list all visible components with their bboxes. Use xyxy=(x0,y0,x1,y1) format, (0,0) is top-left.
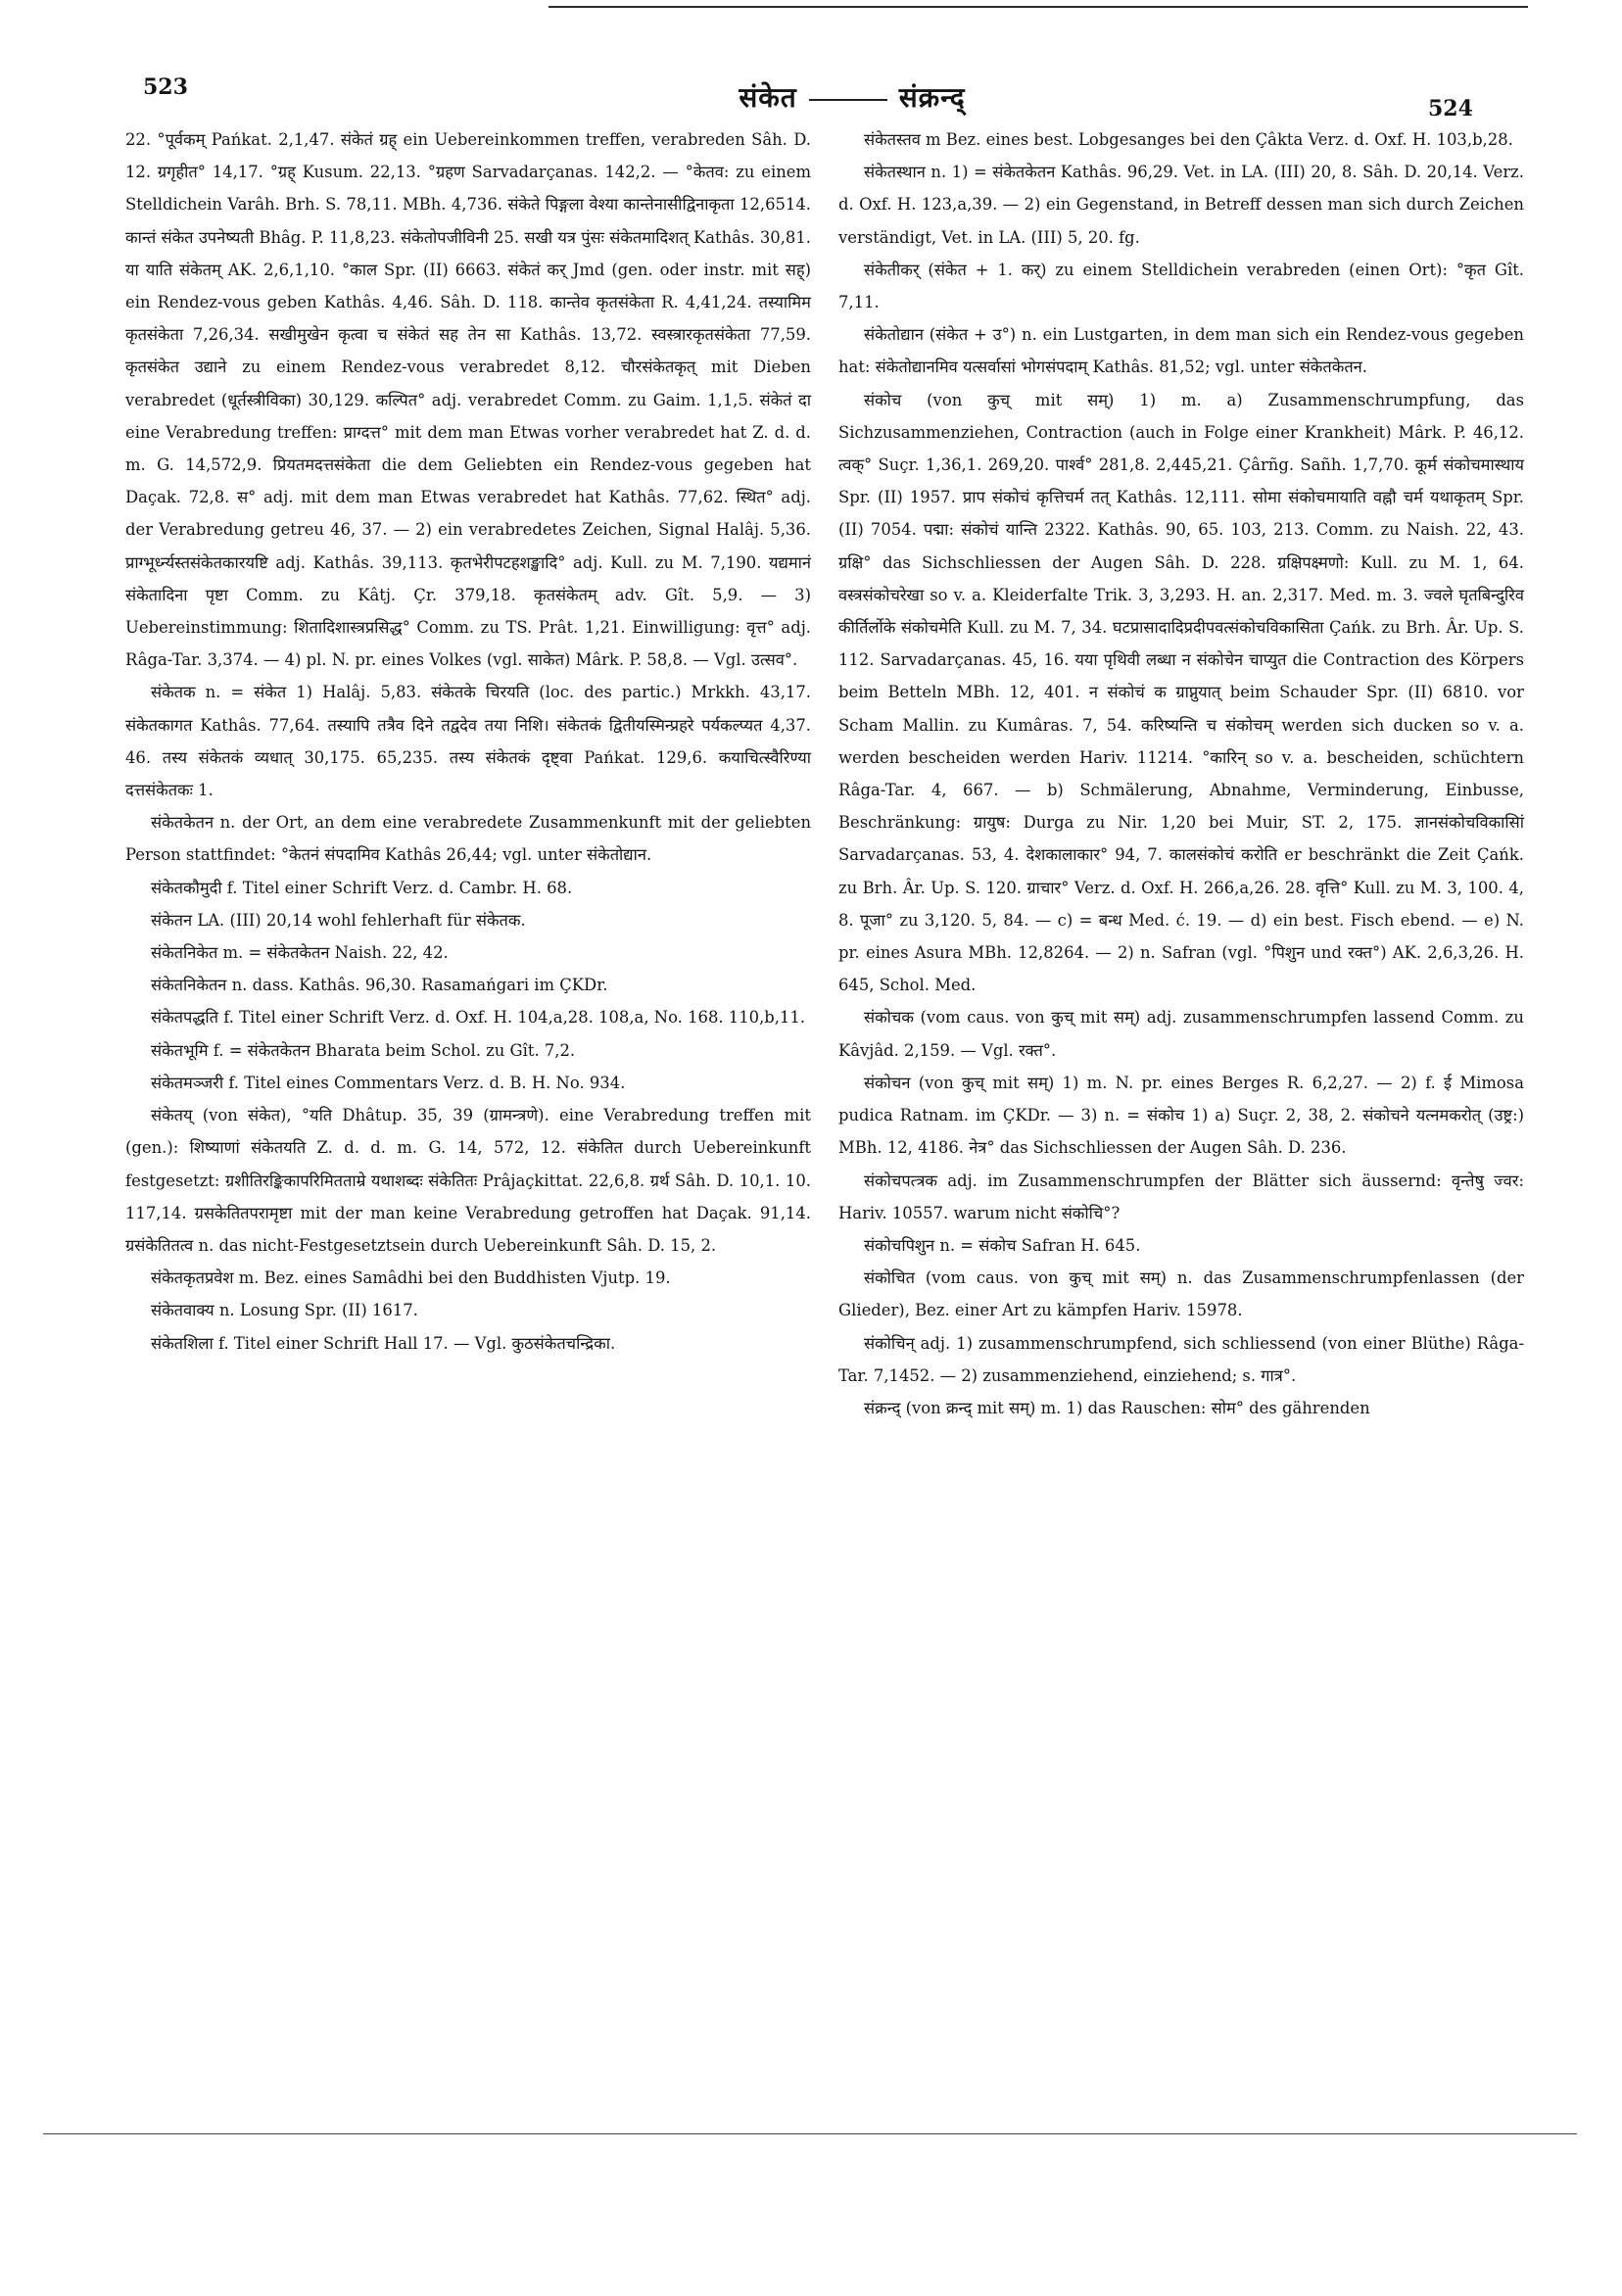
header-dash xyxy=(809,99,887,101)
dictionary-entry: संकोचपिशुन n. = संकोच Safran H. 645. xyxy=(864,1235,1141,1255)
dictionary-entry: संकोचित (vom caus. von कुच् mit सम्) n. das Zusammenschrumpfenlassen (der Glieder), Bez. einer Art zu kämpfen Hariv. 15978. xyxy=(838,1268,1524,1320)
dictionary-entry: संकेतकेतन n. der Ort, an dem eine verabredete Zusammenkunft mit der geliebten Person stattfindet: °केतनं संपदामिव Kathâs 26,44; vgl. unter संकेतोद्यान. xyxy=(125,813,811,865)
right-column xyxy=(838,123,1524,1424)
running-header xyxy=(705,78,999,116)
header-right-word: संक्रन्द् xyxy=(898,81,966,114)
dictionary-entry: संकेतोद्यान (संकेत + उ°) n. ein Lustgarten, in dem man sich ein Rendez-vous gegeben hat: संकेतोद्यानमिव यत्सर्वासां भोगसंपदाम् Kathâs. 81,52; vgl. unter संकेतकेतन. xyxy=(838,325,1524,377)
dictionary-entry: संकेतभूमि f. = संकेतकेतन Bharata beim Schol. zu Gît. 7,2. xyxy=(151,1040,576,1060)
dictionary-entry: संक्रन्द् (von क्रन्द् mit सम्) m. 1) das Rauschen: सोम° des gährenden xyxy=(864,1398,1370,1417)
dictionary-entry: संकोचक (vom caus. von कुच् mit सम्) adj. zusammenschrumpfen lassend Comm. zu Kâvjâd. 2,159. — Vgl. रक्त°. xyxy=(838,1008,1524,1060)
entry-continuation: 22. °पूर्वकम् Pańkat. 2,1,47. संकेतं ग्रह् ein Uebereinkommen treffen, verabreden Sâh. D. 12. ग्रगृहीत° 14,17. °ग्रह् Kusum. 22,13. °ग्रहण Sarvadarçanas. 142,2. — °केतव: zu einem Stelldichein Varâh. Brh. S. 78,11. MBh. 4,736. संकेते पिङ्गला वेश्या कान्तेनासीद्विनाकृता 12,6514. कान्तं संकेत उपनेष्यती Bhâg. P. 11,8,23. संकेतोपजीविनी 25. सखी यत्र पुंसः संकेतमादिशत् Kathâs. 30,81. या याति संकेतम् AK. 2,6,1,10. °काल Spr. (II) 6663. संकेतं कर् Jmd (gen. oder instr. mit सह्) ein Rendez-vous geben Kathâs. 4,46. Sâh. D. 118. कान्तेव कृतसंकेता R. 4,41,24. तस्यामिम कृतसंकेता 7,26,34. सखीमुखेन कृत्वा च संकेतं सह तेन सा Kathâs. 13,72. स्वस्त्रारकृतसंकेता 77,59. कृतसंकेत उद्याने zu einem Rendez-vous verabredet 8,12. चौरसंकेतकृत् mit Dieben verabredet (धूर्तस्त्रीविका) 30,129. कल्पित° adj. verabredet Comm. zu Gaim. 1,1,5. संकेतं दा eine Verabredung treffen: प्राग्दत्त° mit dem man Etwas vorher verabredet hat Z. d. d. m. G. 14,572,9. प्रियतमदत्तसंकेता die dem Geliebten ein Rendez-vous gegeben hat Daçak. 72,8. स° adj. mit dem man Etwas verabredet hat Kathâs. 77,62. स्थित° adj. der Verabredung getreu 46, 37. — 2) ein verabredetes Zeichen, Signal Halâj. 5,36. प्राग्भूर्ध्न्यस्तसंकेतकारयष्टि adj. Kathâs. 39,113. कृतभेरीपटहशङ्खादि° adj. Kull. zu M. 7,190. यद्यमानं संकेतादिना पृष्टा Comm. zu Kâtj. Çr. 379,18. कृतसंकेतम् adv. Gît. 5,9. — 3) Uebereinstimmung: शितादिशास्त्रप्रसिद्ध° Comm. zu TS. Prât. 1,21. Einwilligung: वृत्त° adj. Râga-Tar. 3,374. — 4) pl. N. pr. eines Volkes (vgl. साकेत) Mârk. P. 58,8. — Vgl. उत्सव°. xyxy=(125,130,811,670)
page-number-right: 524 xyxy=(1428,96,1473,121)
dictionary-entry: संकेतीकर् (संकेत + 1. कर्) zu einem Stelldichein verabreden (einen Ort): °कृत Gît. 7,11. xyxy=(838,260,1524,312)
bottom-rule xyxy=(43,2133,1577,2134)
dictionary-entry: संकेतन LA. (III) 20,14 wohl fehlerhaft für संकेतक. xyxy=(151,910,526,930)
dictionary-entry: संकोच (von कुच् mit सम्) 1) m. a) Zusammenschrumpfung, das Sichzusammenziehen, Contraction (auch in Folge einer Krankheit) Mârk. P. 46,12. त्वक्° Suçr. 1,36,1. 269,20. पार्श्व° 281,8. 2,445,21. Çârñg. Sañh. 1,7,70. कूर्म संकोचमास्थाय Spr. (II) 1957. प्राप संकोचं कृत्तिचर्म तत् Kathâs. 12,111. सोमा संकोचमायाति वह्नौ चर्म यथाकृतम् Spr. (II) 7054. पद्मा: संकोचं यान्ति 2322. Kathâs. 90, 65. 103, 213. Comm. zu Naish. 22, 43. ग्रक्षि° das Sichschliessen der Augen Sâh. D. 228. ग्रक्षिपक्ष्मणो: Kull. zu M. 1, 64. वस्त्रसंकोचरेखा so v. a. Kleiderfalte Trik. 3, 3,293. H. an. 2,317. Med. m. 3. ज्वले घृतबिन्दुरिव कीर्तिर्लोके संकोचमेति Kull. zu M. 7, 34. घटप्रासादादिप्रदीपवत्संकोचविकासिता Çańk. zu Brh. Âr. Up. S. 112. Sarvadarçanas. 45, 16. यया पृथिवी लब्धा न संकोचेन चाप्युत die Contraction des Körpers beim Betteln MBh. 12, 401. न संकोचं क ग्राप्नुयात् beim Schauder Spr. (II) 6810. vor Scham Mallin. zu Kumâras. 7, 54. करिष्यन्ति च संकोचम् werden sich ducken so v. a. werden bescheiden werden Hariv. 11214. °कारिन् so v. a. bescheiden, schüchtern Râga-Tar. 4, 667. — b) Schmälerung, Abnahme, Verminderung, Einbusse, Beschränkung: ग्रायुष: Durga zu Nir. 1,20 bei Muir, ST. 2, 175. ज्ञानसंकोचविकासिां Sarvadarçanas. 53, 4. देशकालाकार° 94, 7. कालसंकोचं करोति er beschränkt die Zeit Çańk. zu Brh. Âr. Up. S. 120. ग्राचार° Verz. d. Oxf. H. 266,a,26. 28. वृत्ति° Kull. zu M. 3, 100. 4, 8. पूजा° zu 3,120. 5, 84. — c) = बन्ध Med. ć. 19. — d) ein best. Fisch ebend. — e) N. pr. eines Asura MBh. 12,8264. — 2) n. Safran (vgl. °पिशुन und रक्त°) AK. 2,6,3,26. H. 645, Schol. Med. xyxy=(838,390,1524,995)
page-number-left: 523 xyxy=(143,74,188,100)
dictionary-entry: संकेतय् (von संकेत), °यति Dhâtup. 35, 39 (ग्रामन्त्रणे). eine Verabredung treffen mit (gen.): शिष्याणां संकेतयति Z. d. d. m. G. 14, 572, 12. संकेतित durch Uebereinkunft festgesetzt: ग्रशीतिरङ्किकापरिमितताम्रे यथाशब्दः संकेतितः Prâjaçkittat. 22,6,8. ग्रर्थ Sâh. D. 10,1. 10. 117,14. ग्रसकेतितपरामृष्टा mit der man keine Verabredung getroffen hat Daçak. 91,14. ग्रसंकेतितत्व n. das nicht-Festgesetztsein durch Uebereinkunft Sâh. D. 15, 2. xyxy=(125,1106,811,1255)
dictionary-entry: संकेतनिकेत m. = संकेतकेतन Naish. 22, 42. xyxy=(151,943,449,963)
dictionary-entry: संकेतस्थान n. 1) = संकेतकेतन Kathâs. 96,29. Vet. in LA. (III) 20, 8. Sâh. D. 20,14. Verz. d. Oxf. H. 123,a,39. — 2) ein Gegenstand, in Betreff dessen man sich durch Zeichen verständigt, Vet. in LA. (III) 5, 20. fg. xyxy=(838,163,1524,247)
dictionary-entry: संकेतपद्धति f. Titel einer Schrift Verz. d. Oxf. H. 104,a,28. 108,a, No. 168. 110,b,11. xyxy=(151,1008,806,1028)
dictionary-entry: संकेतस्तव m Bez. eines best. Lobgesanges bei den Çâkta Verz. d. Oxf. H. 103,b,28. xyxy=(864,130,1513,149)
left-column xyxy=(125,123,811,1360)
dictionary-entry: संकेतनिकेतन n. dass. Kathâs. 96,30. Rasamańgari im ÇKDr. xyxy=(151,976,608,995)
header-left-word: संकेत xyxy=(739,81,797,114)
dictionary-entry: संकेतकौमुदी f. Titel einer Schrift Verz. d. Cambr. H. 68. xyxy=(151,878,573,897)
top-edge-rule xyxy=(549,6,1528,8)
dictionary-entry: संकेतवाक्य n. Losung Spr. (II) 1617. xyxy=(151,1301,418,1320)
dictionary-entry: संकोचपत्त्रक adj. im Zusammenschrumpfen der Blätter sich äussernd: वृन्तेषु ज्वर: Hariv. 10557. warum nicht संकोचि°? xyxy=(838,1171,1524,1222)
dictionary-entry: संकोचिन् adj. 1) zusammenschrumpfend, sich schliessend (von einer Blüthe) Râga-Tar. 7,1452. — 2) zusammenziehend, einziehend; s. गात्र°. xyxy=(838,1333,1524,1385)
dictionary-entry: संकेतशिला f. Titel einer Schrift Hall 17. — Vgl. कुठसंकेतचन्द्रिका. xyxy=(151,1333,616,1353)
dictionary-entry: संकेतमञ्जरी f. Titel eines Commentars Verz. d. B. H. No. 934. xyxy=(151,1073,626,1092)
dictionary-entry: संकेतकृतप्रवेश m. Bez. eines Samâdhi bei den Buddhisten Vjutp. 19. xyxy=(151,1268,671,1288)
dictionary-entry: संकोचन (von कुच् mit सम्) 1) m. N. pr. eines Berges R. 6,2,27. — 2) f. ई Mimosa pudica Ratnam. im ÇKDr. — 3) n. = संकोच 1) a) Suçr. 2, 38, 2. संकोचने यत्नमकरोत् (उष्ट्र:) MBh. 12, 4186. नेत्र° das Sichschliessen der Augen Sâh. D. 236. xyxy=(838,1073,1524,1158)
dictionary-entry: संकेतक n. = संकेत 1) Halâj. 5,83. संकेतके चिरयति (loc. des partic.) Mrkkh. 43,17. संकेतकागत Kathâs. 77,64. तस्यापि तत्रैव दिने तद्वदेव तया निशि। संकेतकं द्वितीयस्मिन्प्रहरे पर्यकल्प्यत 4,37. 46. तस्य संकेतकं व्यधात् 30,175. 65,235. तस्य संकेतकं दृष्ट्वा Pańkat. 129,6. कयाचित्स्वैरिण्या दत्तसंकेतकः 1. xyxy=(125,683,811,800)
